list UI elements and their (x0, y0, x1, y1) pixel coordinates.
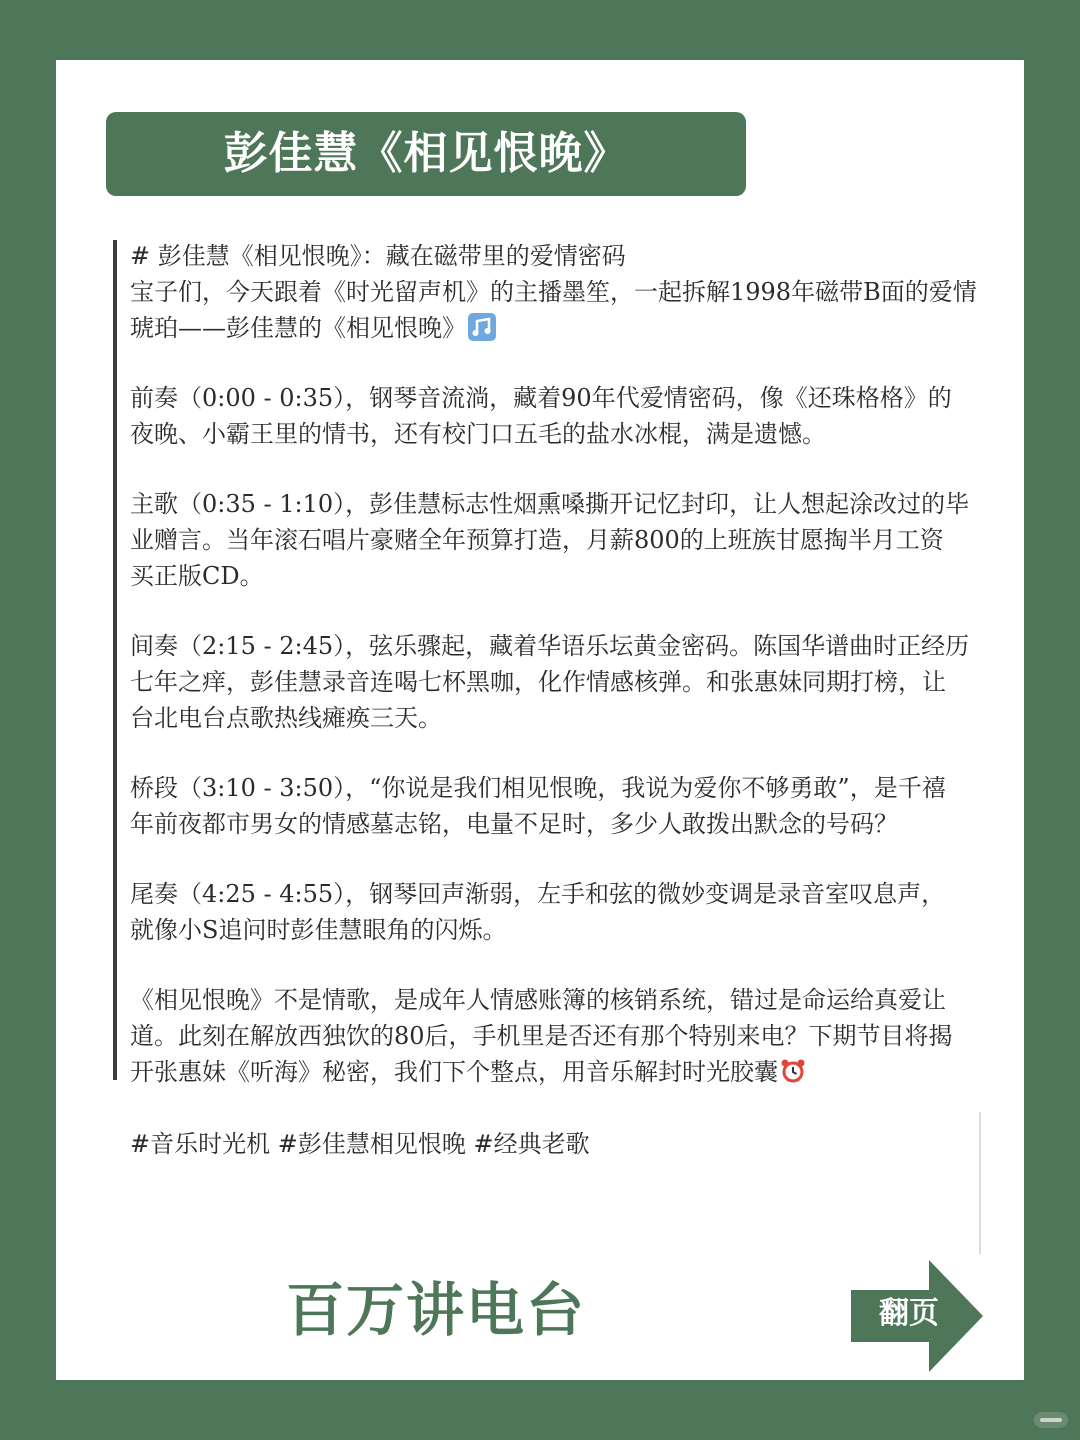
verse-paragraph (130, 486, 1020, 594)
intro-heading: # 彭佳慧《相见恨晚》：藏在磁带里的爱情密码 (130, 242, 626, 270)
prelude-paragraph (130, 380, 1020, 452)
interlude-line: 台北电台点歌热线瘫痪三天。 (130, 704, 442, 732)
conclusion-line-text: 开张惠妹《听海》秘密，我们下个整点，用音乐解封时光胶囊 (130, 1058, 778, 1086)
music-note-icon (468, 313, 496, 341)
page-title: 彭佳慧《相见恨晚》 (106, 112, 746, 196)
conclusion-paragraph (130, 982, 1020, 1090)
prelude-line: 前奏（0:00 - 0:35），钢琴音流淌，藏着90年代爱情密码，像《还珠格格》的 (130, 384, 952, 412)
intro-line-text: 琥珀——彭佳慧的《相见恨晚》 (130, 314, 466, 342)
verse-line: 买正版CD。 (130, 562, 264, 590)
quote-bar (113, 240, 117, 1080)
intro-line-end (130, 310, 1020, 346)
interlude-line: 间奏（2:15 - 2:45），弦乐骤起，藏着华语乐坛黄金密码。陈国华谱曲时正经历 (130, 632, 970, 660)
outro-paragraph (130, 876, 1020, 948)
watermark-badge (1034, 1412, 1068, 1428)
conclusion-line: 《相见恨晚》不是情歌，是成年人情感账簿的核销系统，错过是命运给真爱让 (130, 986, 946, 1014)
hashtags: #音乐时光机 #彭佳慧相见恨晚 #经典老歌 (130, 1130, 590, 1158)
article-body (130, 238, 1020, 1124)
bridge-paragraph (130, 770, 1020, 842)
verse-line: 业赠言。当年滚石唱片豪赌全年预算打造，月薪800的上班族甘愿掏半月工资 (130, 526, 944, 554)
bridge-line: 年前夜都市男女的情感墓志铭，电量不足时，多少人敢拨出默念的号码？ (130, 810, 898, 838)
interlude-paragraph (130, 628, 1020, 736)
prelude-line: 夜晚、小霸王里的情书，还有校门口五毛的盐水冰棍，满是遗憾。 (130, 420, 826, 448)
outro-line: 就像小S追问时彭佳慧眼角的闪烁。 (130, 916, 507, 944)
next-page-label: 翻页 (879, 1296, 939, 1331)
station-name: 百万讲电台 (286, 1276, 587, 1344)
conclusion-line: 道。此刻在解放西独饮的80后，手机里是否还有那个特别来电？下期节目将揭 (130, 1022, 953, 1050)
bridge-line: 桥段（3:10 - 3:50），“你说是我们相见恨晚，我说为爱你不够勇敢”，是千禧 (130, 774, 946, 802)
verse-line: 主歌（0:35 - 1:10），彭佳慧标志性烟熏嗓撕开记忆封印，让人想起涂改过的毕 (130, 490, 970, 518)
interlude-line: 七年之痒，彭佳慧录音连喝七杯黑咖，化作情感核弹。和张惠妹同期打榜，让 (130, 668, 946, 696)
content-card (56, 60, 1024, 1380)
intro-line: 宝子们，今天跟着《时光留声机》的主播墨笙，一起拆解1998年磁带B面的爱情 (130, 278, 977, 306)
outro-line: 尾奏（4:25 - 4:55），钢琴回声渐弱，左手和弦的微妙变调是录音室叹息声， (130, 880, 946, 908)
next-page-button[interactable] (851, 1260, 983, 1372)
intro-paragraph (130, 238, 1020, 346)
conclusion-line-end (130, 1054, 1020, 1090)
alarm-clock-icon (780, 1058, 806, 1084)
divider (979, 1112, 981, 1254)
